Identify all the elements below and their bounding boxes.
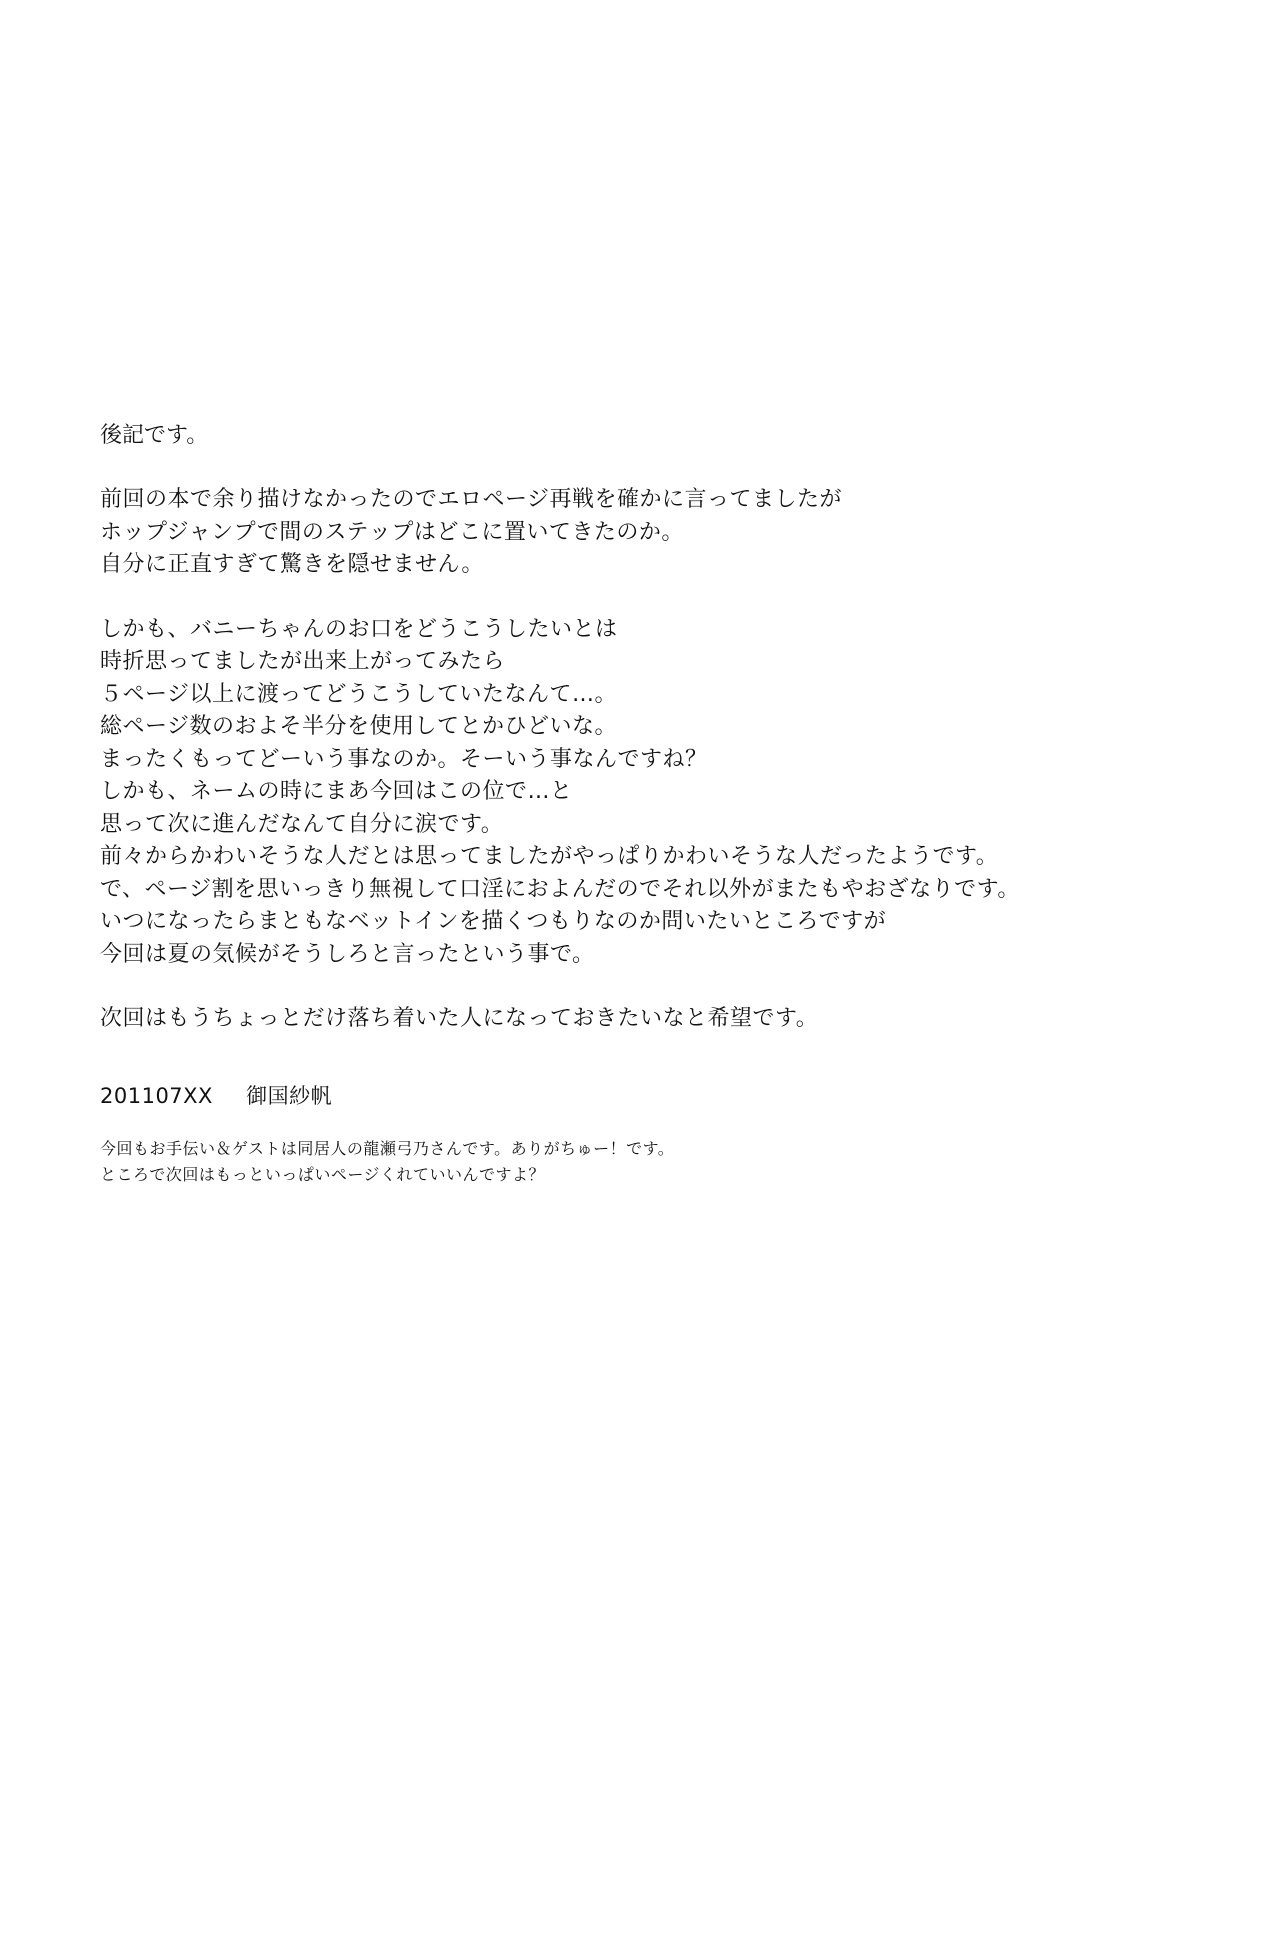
- signature-author: 御国紗帆: [246, 1083, 333, 1108]
- paragraph-line: 次回はもうちょっとだけ落ち着いた人になっておきたいなと希望です。: [100, 1006, 819, 1031]
- afterword-title: 後記です。: [100, 423, 209, 448]
- paragraph-line: まったくもってどーいう事なのか。そーいう事なんですね？: [100, 746, 708, 772]
- note-line: ところで次回はもっといっぱいページくれていいんですよ？: [100, 1164, 546, 1184]
- paragraph-line: いつになったらまともなベットインを描くつもりなのか問いたいところですが: [100, 909, 887, 934]
- spacer: [100, 582, 1180, 614]
- paragraph-line: しかも、ネームの時にまあ今回はこの位で…と: [100, 779, 573, 804]
- signature-date: 201107XX: [100, 1083, 213, 1108]
- paragraph-3: [100, 1003, 1180, 1036]
- paragraph-line: ホップジャンプで間のステップはどこに置いてきたのか。: [100, 519, 684, 545]
- paragraph-line: 今回は夏の気候がそうしろと言ったという事で。: [100, 941, 595, 967]
- signature: [100, 1080, 1180, 1112]
- paragraph-line: 前々からかわいそうな人だとは思ってましたがやっぱりかわいそうな人だったようです。: [100, 844, 999, 869]
- spacer: [100, 971, 1180, 1003]
- paragraph-line: しかも、バニーちゃんのお口をどうこうしたいとは: [100, 616, 618, 642]
- paragraph-line: 時折思ってましたが出来上がってみたら: [100, 649, 506, 674]
- paragraph-line: 自分に正直すぎて驚きを隠せません。: [100, 552, 484, 577]
- note-line: 今回もお手伝い＆ゲストは同居人の龍瀬弓乃さんです。ありがちゅー！です。: [100, 1138, 675, 1158]
- spacer: [100, 452, 1180, 484]
- guest-note: [100, 1136, 1180, 1188]
- paragraph-line: 前回の本で余り描けなかったのでエロページ再戦を確かに言ってましたが: [100, 487, 843, 512]
- paragraph-line: で、ページ割を思いっきり無視して口淫におよんだのでそれ以外がまたもやおざなりです。: [100, 876, 1020, 902]
- paragraph-line: ５ページ以上に渡ってどうこうしていたなんて…。: [100, 681, 618, 707]
- paragraph-line: 思って次に進んだなんて自分に涙です。: [100, 811, 504, 837]
- paragraph-2: [100, 614, 1180, 972]
- paragraph-line: 総ページ数のおよそ半分を使用してとかひどいな。: [100, 714, 618, 739]
- paragraph-1: [100, 484, 1180, 582]
- afterword-content: [100, 420, 1180, 1188]
- spacer: [100, 1036, 1180, 1080]
